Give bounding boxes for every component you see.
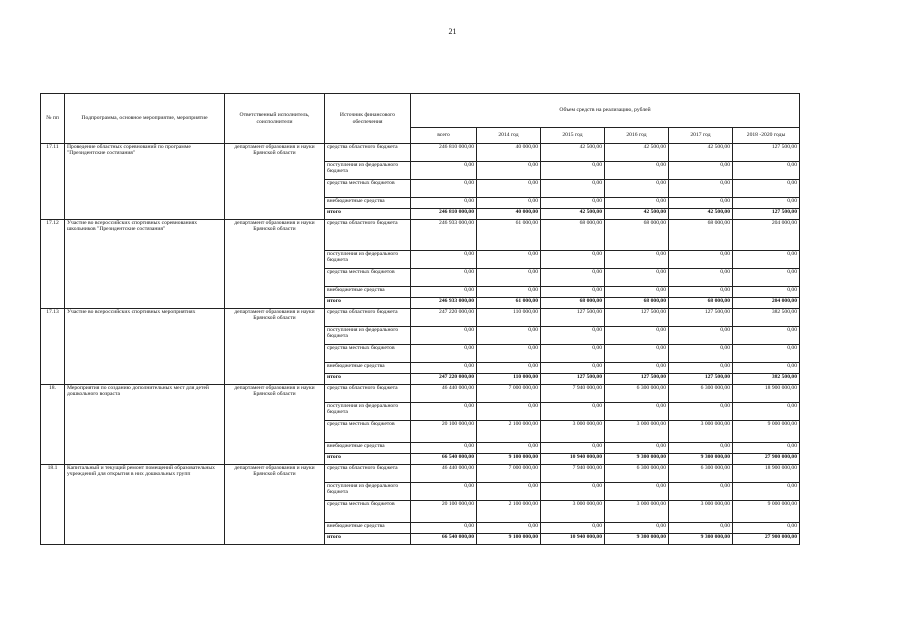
header-volume: Объем средств на реализацию, рублей (411, 94, 800, 128)
amount-cell: 0,00 (669, 327, 733, 345)
executor: департамент образования и науки Брянской области (225, 309, 325, 385)
amount-cell: 42 500,00 (541, 144, 605, 162)
amount-cell: 18 900 000,00 (733, 385, 800, 403)
amount-cell: 0,00 (541, 523, 605, 534)
amount-cell: 0,00 (411, 327, 477, 345)
header-year: 2016 год (605, 128, 669, 144)
amount-cell: 40 000,00 (477, 144, 541, 162)
amount-cell: 0,00 (733, 363, 800, 374)
row-number: 17.12 (41, 220, 65, 309)
amount-cell: 0,00 (605, 269, 669, 287)
amount-cell: 110 000,00 (477, 309, 541, 327)
amount-cell: 9 100 000,00 (477, 454, 541, 465)
header-no: № пп (41, 94, 65, 144)
funding-source: поступления из федерального бюджета (325, 162, 411, 180)
amount-cell: 0,00 (605, 345, 669, 363)
amount-cell: 0,00 (411, 251, 477, 269)
amount-cell: 0,00 (411, 363, 477, 374)
amount-cell: 27 900 000,00 (733, 454, 800, 465)
amount-cell: 2 100 000,00 (477, 421, 541, 443)
amount-cell: 10 940 000,00 (541, 534, 605, 545)
funding-source: внебюджетные средства (325, 443, 411, 454)
amount-cell: 247 220 000,00 (411, 374, 477, 385)
amount-cell: 0,00 (605, 251, 669, 269)
amount-cell: 46 440 000,00 (411, 465, 477, 483)
amount-cell: 0,00 (477, 443, 541, 454)
amount-cell: 0,00 (411, 345, 477, 363)
row-number: 17.13 (41, 309, 65, 385)
amount-cell: 0,00 (733, 523, 800, 534)
amount-cell: 9 300 000,00 (605, 454, 669, 465)
header-program: Подпрограмма, основное мероприятие, мероприятие (65, 94, 225, 144)
funding-source: средства местных бюджетов (325, 421, 411, 443)
amount-cell: 127 500,00 (541, 309, 605, 327)
amount-cell: 6 300 000,00 (605, 465, 669, 483)
amount-cell: 246 933 000,00 (411, 298, 477, 309)
amount-cell: 0,00 (477, 403, 541, 421)
amount-cell: 46 440 000,00 (411, 385, 477, 403)
amount-cell: 0,00 (541, 287, 605, 298)
funding-source: средства областного бюджета (325, 309, 411, 327)
funding-source: средства областного бюджета (325, 465, 411, 483)
amount-cell: 2 100 000,00 (477, 501, 541, 523)
amount-cell: 68 000,00 (605, 298, 669, 309)
amount-cell: 127 500,00 (541, 374, 605, 385)
amount-cell: 3 000 000,00 (605, 501, 669, 523)
amount-cell: 0,00 (541, 327, 605, 345)
amount-cell: 61 000,00 (477, 298, 541, 309)
header-source: Источник финансового обеспечения (325, 94, 411, 144)
amount-cell: 0,00 (605, 523, 669, 534)
amount-cell: 246 810 000,00 (411, 144, 477, 162)
amount-cell: 9 300 000,00 (669, 534, 733, 545)
header-executor: Ответственный исполнитель, соисполнители (225, 94, 325, 144)
amount-cell: 127 500,00 (733, 144, 800, 162)
amount-cell: 0,00 (605, 287, 669, 298)
amount-cell: 0,00 (733, 287, 800, 298)
amount-cell: 6 300 000,00 (605, 385, 669, 403)
amount-cell: 42 500,00 (605, 209, 669, 220)
table-row (41, 220, 800, 251)
amount-cell: 0,00 (411, 287, 477, 298)
executor: департамент образования и науки Брянской области (225, 144, 325, 220)
amount-cell: 7 940 000,00 (541, 465, 605, 483)
activity-name: Мероприятия по созданию дополнительных мест для детей дошкольного возраста (65, 385, 225, 465)
amount-cell: 0,00 (541, 363, 605, 374)
amount-cell: 127 500,00 (669, 309, 733, 327)
amount-cell: 3 000 000,00 (669, 501, 733, 523)
amount-cell: 7 000 000,00 (477, 465, 541, 483)
amount-cell: 0,00 (605, 180, 669, 198)
funding-source: средства областного бюджета (325, 385, 411, 403)
table-row (41, 309, 800, 327)
amount-cell: 0,00 (541, 180, 605, 198)
amount-cell: 0,00 (669, 162, 733, 180)
amount-cell: 9 300 000,00 (669, 454, 733, 465)
amount-cell: 382 500,00 (733, 309, 800, 327)
funding-source: средства местных бюджетов (325, 180, 411, 198)
amount-cell: 0,00 (733, 180, 800, 198)
amount-cell: 0,00 (411, 403, 477, 421)
table-body (41, 144, 800, 545)
amount-cell: 0,00 (605, 198, 669, 209)
amount-cell: 27 900 000,00 (733, 534, 800, 545)
amount-cell: 0,00 (733, 251, 800, 269)
amount-cell: 9 000 000,00 (733, 421, 800, 443)
funding-source: внебюджетные средства (325, 523, 411, 534)
amount-cell: 20 100 000,00 (411, 501, 477, 523)
header-year: всего (411, 128, 477, 144)
amount-cell: 66 540 000,00 (411, 534, 477, 545)
funding-source: итого (325, 454, 411, 465)
amount-cell: 382 500,00 (733, 374, 800, 385)
amount-cell: 0,00 (669, 345, 733, 363)
funding-source: средства областного бюджета (325, 220, 411, 251)
amount-cell: 0,00 (477, 345, 541, 363)
amount-cell: 0,00 (733, 269, 800, 287)
amount-cell: 0,00 (541, 345, 605, 363)
amount-cell: 0,00 (605, 327, 669, 345)
amount-cell: 66 540 000,00 (411, 454, 477, 465)
amount-cell: 68 000,00 (669, 298, 733, 309)
activity-name: Капитальный и текущий ремонт помещений образовательных учреждений для открытия в них дошкольных групп (65, 465, 225, 545)
funding-source: поступления из федерального бюджета (325, 251, 411, 269)
amount-cell: 246 933 000,00 (411, 220, 477, 251)
amount-cell: 0,00 (477, 180, 541, 198)
amount-cell: 42 500,00 (605, 144, 669, 162)
amount-cell: 204 000,00 (733, 220, 800, 251)
amount-cell: 3 000 000,00 (541, 501, 605, 523)
budget-table (40, 93, 800, 545)
row-number: 18. (41, 385, 65, 465)
amount-cell: 7 000 000,00 (477, 385, 541, 403)
amount-cell: 0,00 (605, 363, 669, 374)
amount-cell: 0,00 (733, 345, 800, 363)
amount-cell: 110 000,00 (477, 374, 541, 385)
amount-cell: 127 500,00 (605, 309, 669, 327)
funding-source: средства местных бюджетов (325, 345, 411, 363)
funding-source: внебюджетные средства (325, 363, 411, 374)
funding-source: итого (325, 298, 411, 309)
amount-cell: 0,00 (411, 269, 477, 287)
amount-cell: 68 000,00 (541, 298, 605, 309)
funding-source: поступления из федерального бюджета (325, 327, 411, 345)
funding-source: поступления из федерального бюджета (325, 483, 411, 501)
amount-cell: 9 300 000,00 (605, 534, 669, 545)
amount-cell: 0,00 (477, 363, 541, 374)
amount-cell: 20 100 000,00 (411, 421, 477, 443)
table-row (41, 465, 800, 483)
amount-cell: 0,00 (541, 251, 605, 269)
amount-cell: 0,00 (605, 483, 669, 501)
amount-cell: 0,00 (733, 198, 800, 209)
amount-cell: 10 940 000,00 (541, 454, 605, 465)
funding-source: внебюджетные средства (325, 198, 411, 209)
amount-cell: 0,00 (605, 403, 669, 421)
amount-cell: 0,00 (669, 363, 733, 374)
amount-cell: 42 500,00 (669, 144, 733, 162)
amount-cell: 0,00 (411, 483, 477, 501)
amount-cell: 61 000,00 (477, 220, 541, 251)
amount-cell: 0,00 (669, 269, 733, 287)
amount-cell: 0,00 (669, 287, 733, 298)
amount-cell: 42 500,00 (669, 209, 733, 220)
header-year: 2014 год (477, 128, 541, 144)
funding-source: внебюджетные средства (325, 287, 411, 298)
amount-cell: 0,00 (411, 198, 477, 209)
row-number: 18.1 (41, 465, 65, 545)
amount-cell: 0,00 (733, 327, 800, 345)
amount-cell: 0,00 (411, 443, 477, 454)
funding-source: итого (325, 209, 411, 220)
table-header (41, 94, 800, 144)
amount-cell: 68 000,00 (669, 220, 733, 251)
amount-cell: 42 500,00 (541, 209, 605, 220)
amount-cell: 3 000 000,00 (605, 421, 669, 443)
header-year: 2018 -2020 годы (733, 128, 800, 144)
amount-cell: 0,00 (669, 251, 733, 269)
amount-cell: 0,00 (541, 483, 605, 501)
activity-name: Проведение областных соревнований по программе "Президентские состязания" (65, 144, 225, 220)
amount-cell: 0,00 (733, 403, 800, 421)
amount-cell: 0,00 (541, 198, 605, 209)
amount-cell: 18 900 000,00 (733, 465, 800, 483)
funding-source: итого (325, 374, 411, 385)
table-row (41, 385, 800, 403)
amount-cell: 9 000 000,00 (733, 501, 800, 523)
amount-cell: 68 000,00 (541, 220, 605, 251)
header-year: 2017 год (669, 128, 733, 144)
amount-cell: 0,00 (477, 162, 541, 180)
amount-cell: 127 500,00 (669, 374, 733, 385)
executor: департамент образования и науки Брянской области (225, 385, 325, 465)
amount-cell: 0,00 (733, 162, 800, 180)
amount-cell: 0,00 (733, 443, 800, 454)
amount-cell: 0,00 (477, 523, 541, 534)
amount-cell: 0,00 (541, 443, 605, 454)
amount-cell: 127 500,00 (733, 209, 800, 220)
amount-cell: 3 000 000,00 (669, 421, 733, 443)
amount-cell: 0,00 (477, 327, 541, 345)
amount-cell: 0,00 (477, 251, 541, 269)
activity-name: Участие во всероссийских спортивных мероприятиях (65, 309, 225, 385)
funding-source: итого (325, 534, 411, 545)
amount-cell: 6 300 000,00 (669, 465, 733, 483)
row-number: 17.11 (41, 144, 65, 220)
amount-cell: 0,00 (411, 523, 477, 534)
executor: департамент образования и науки Брянской области (225, 465, 325, 545)
amount-cell: 68 000,00 (605, 220, 669, 251)
amount-cell: 0,00 (669, 180, 733, 198)
amount-cell: 0,00 (411, 180, 477, 198)
amount-cell: 0,00 (669, 523, 733, 534)
funding-source: средства местных бюджетов (325, 501, 411, 523)
amount-cell: 0,00 (605, 162, 669, 180)
funding-source: поступления из федерального бюджета (325, 403, 411, 421)
amount-cell: 0,00 (477, 198, 541, 209)
amount-cell: 6 300 000,00 (669, 385, 733, 403)
amount-cell: 0,00 (541, 403, 605, 421)
amount-cell: 0,00 (669, 403, 733, 421)
amount-cell: 0,00 (541, 269, 605, 287)
amount-cell: 246 810 000,00 (411, 209, 477, 220)
amount-cell: 7 940 000,00 (541, 385, 605, 403)
table-row (41, 144, 800, 162)
amount-cell: 127 500,00 (605, 374, 669, 385)
header-year: 2015 год (541, 128, 605, 144)
amount-cell: 3 000 000,00 (541, 421, 605, 443)
amount-cell: 0,00 (477, 483, 541, 501)
amount-cell: 0,00 (669, 443, 733, 454)
funding-source: средства областного бюджета (325, 144, 411, 162)
amount-cell: 0,00 (541, 162, 605, 180)
page-number: 21 (448, 27, 457, 36)
amount-cell: 0,00 (669, 483, 733, 501)
executor: департамент образования и науки Брянской области (225, 220, 325, 309)
amount-cell: 0,00 (733, 483, 800, 501)
amount-cell: 204 000,00 (733, 298, 800, 309)
activity-name: Участие во всероссийских спортивных соревнованиях школьников "Президентские состязания" (65, 220, 225, 309)
amount-cell: 40 000,00 (477, 209, 541, 220)
funding-source: средства местных бюджетов (325, 269, 411, 287)
amount-cell: 0,00 (669, 198, 733, 209)
amount-cell: 0,00 (477, 269, 541, 287)
amount-cell: 9 100 000,00 (477, 534, 541, 545)
amount-cell: 0,00 (411, 162, 477, 180)
amount-cell: 247 220 000,00 (411, 309, 477, 327)
amount-cell: 0,00 (605, 443, 669, 454)
amount-cell: 0,00 (477, 287, 541, 298)
